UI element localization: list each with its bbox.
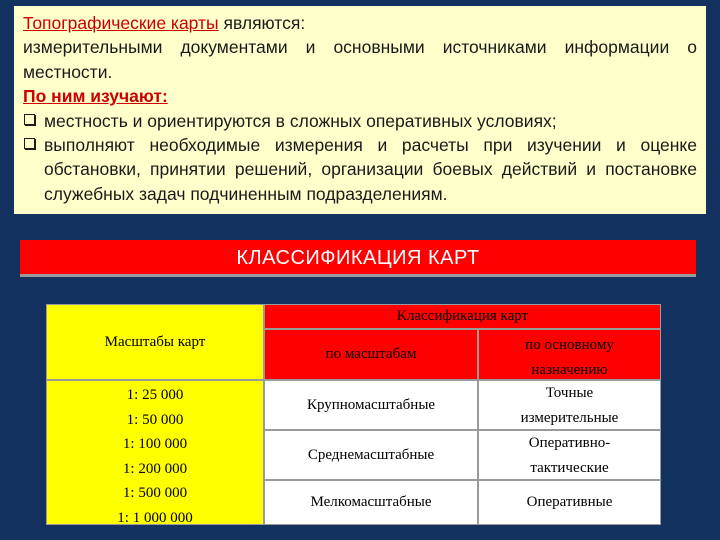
scale-value: 1: 50 000 [126, 411, 184, 428]
intro-subhead: По ним изучают: [23, 86, 168, 107]
checkbox-bullet-icon [23, 133, 38, 206]
by-scale-cell: Мелкомасштабные [264, 480, 478, 525]
checkbox-bullet-icon [23, 109, 38, 133]
scale-value: 1: 100 000 [122, 436, 188, 453]
bullet-text: местность и ориентируются в сложных оперативных условиях; [44, 110, 557, 131]
group-header: Классификация карт [264, 304, 661, 329]
intro-title: Топографические карты [23, 13, 219, 33]
col-header-by-scale: по масштабам [264, 329, 478, 380]
scale-value: 1: 500 000 [122, 485, 188, 502]
scale-value: 1: 1 000 000 [117, 509, 193, 526]
intro-heading-line [23, 11, 697, 35]
intro-panel [14, 6, 706, 214]
by-scale-cell: Крупномасштабные [264, 380, 478, 430]
col-header-by-purpose: по основному назначению [478, 329, 661, 380]
intro-body: измерительными документами и основными источниками информации о местности. [23, 37, 697, 82]
bullet-item [23, 133, 697, 206]
scale-value: 1: 200 000 [122, 460, 188, 477]
by-purpose-cell: Точные измерительные [478, 380, 661, 430]
scale-value: 1: 25 000 [126, 387, 184, 403]
bullet-text: выполняют необходимые измерения и расчеты при изучении и оценке обстановки, принятии решений, организации боевых действий и постановке служебных задач подчиненным подразделениям. [44, 135, 697, 204]
by-scale-cell: Среднемасштабные [264, 430, 478, 480]
bullet-item [23, 109, 697, 133]
by-purpose-cell: Оперативно-тактические [478, 430, 661, 480]
intro-title-rest: являются: [218, 13, 306, 33]
scales-header: Масштабы карт [46, 304, 264, 380]
scales-list [46, 380, 264, 525]
by-purpose-cell: Оперативные [478, 480, 661, 525]
classification-banner: КЛАССИФИКАЦИЯ КАРТ [20, 240, 696, 277]
